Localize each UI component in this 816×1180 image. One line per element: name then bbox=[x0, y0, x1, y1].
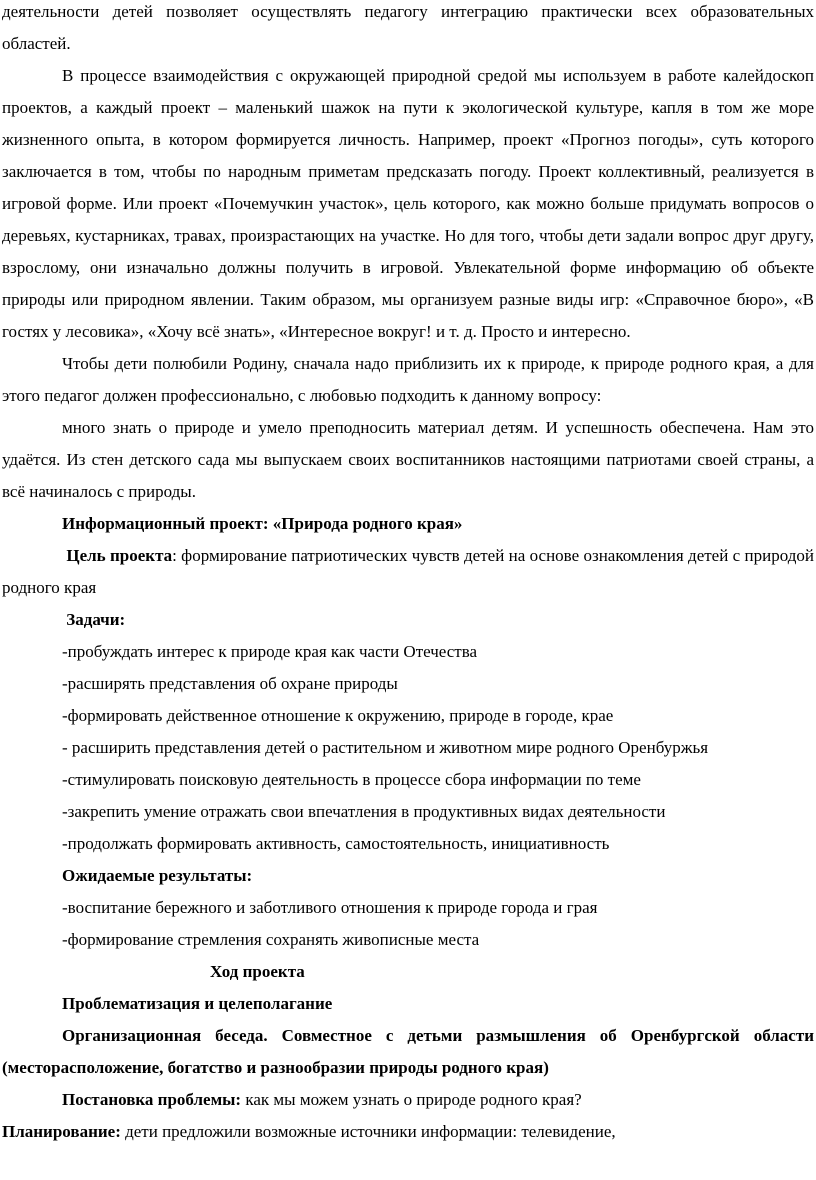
task-item: -продолжать формировать активность, самостоятельность, инициативность bbox=[62, 834, 610, 853]
task-item: -стимулировать поисковую деятельность в процессе сбора информации по теме bbox=[62, 770, 641, 789]
paragraph-intro-end: деятельности детей позволяет осуществлять педагогу интеграцию практически всех образовательных областей. bbox=[2, 2, 814, 53]
project-title bbox=[2, 508, 814, 540]
results-heading bbox=[2, 860, 814, 892]
goal-label: Цель проекта bbox=[66, 546, 173, 565]
conversation-text: Организационная беседа. Совместное с детьми размышления об Оренбургской области (месторасположение, богатство и разнообразии природы родного края) bbox=[2, 1026, 814, 1077]
planning-text: дети предложили возможные источники информации: телевидение, bbox=[120, 1122, 616, 1141]
tasks-heading bbox=[2, 604, 814, 636]
task-item: -формировать действенное отношение к окружению, природе в городе, крае bbox=[62, 706, 614, 725]
planning-paragraph bbox=[2, 1116, 814, 1148]
task-item: -расширять представления об охране природы bbox=[62, 674, 398, 693]
problem-title: Проблематизация и целеполагание bbox=[62, 994, 333, 1013]
planning-label: Планирование: bbox=[2, 1122, 121, 1141]
course-title: Ход проекта bbox=[210, 962, 305, 981]
problem-text: как мы можем узнать о природе родного края? bbox=[241, 1090, 582, 1109]
goal-text: : формирование патриотических чувств детей на основе ознакомления детей с природой родного края bbox=[2, 546, 814, 597]
project-goal bbox=[2, 540, 814, 604]
task-item: -закрепить умение отражать свои впечатления в продуктивных видах деятельности bbox=[62, 802, 666, 821]
conversation-paragraph bbox=[2, 1020, 814, 1084]
result-item: -формирование стремления сохранять живописные места bbox=[62, 930, 480, 949]
problem-label: Постановка проблемы: bbox=[62, 1090, 242, 1109]
problem-statement bbox=[2, 1084, 814, 1116]
task-item: - расширить представления детей о растительном и животном мире родного Оренбуржья bbox=[62, 738, 709, 757]
result-item: -воспитание бережного и заботливого отношения к природе города и грая bbox=[62, 898, 598, 917]
task-item: -пробуждать интерес к природе края как части Отечества bbox=[62, 642, 478, 661]
paragraph-knowledge: много знать о природе и умело преподносить материал детям. И успешность обеспечена. Нам это удаётся. Из стен детского сада мы выпускаем своих воспитанников настоящими патриотами своей страны, а всё начиналось с природы. bbox=[2, 418, 814, 501]
course-heading bbox=[2, 956, 814, 988]
results-label: Ожидаемые результаты: bbox=[62, 866, 253, 885]
tasks-label: Задачи: bbox=[66, 610, 126, 629]
project-title-text: Информационный проект: «Природа родного края» bbox=[62, 514, 463, 533]
paragraph-homeland: Чтобы дети полюбили Родину, сначала надо приблизить их к природе, к природе родного края, а для этого педагог должен профессионально, с любовью подходить к данному вопросу: bbox=[2, 354, 814, 405]
paragraph-projects: В процессе взаимодействия с окружающей природной средой мы используем в работе калейдоскоп проектов, а каждый проект – маленький шажок на пути к экологической культуре, капля в том же море жизненного опыта, в котором формируется личность. Например, проект «Прогноз погоды», суть которого заключается в том, чтобы по народным приметам предсказать погоду. Проект коллективный, реализуется в игровой форме. Или проект «Почемучкин участок», цель которого, как можно больше придумать вопросов о деревьях, кустарниках, травах, произрастающих на участке. Но для того, чтобы дети задали вопрос друг другу, взрослому, они изначально должны получить в игровой. Увлекательной форме информацию об объекте природы или природном явлении. Таким образом, мы организуем разные виды игр: «Справочное бюро», «В гостях у лесовика», «Хочу всё знать», «Интересное вокруг! и т. д. Просто и интересно. bbox=[2, 66, 814, 341]
problem-heading bbox=[2, 988, 814, 1020]
